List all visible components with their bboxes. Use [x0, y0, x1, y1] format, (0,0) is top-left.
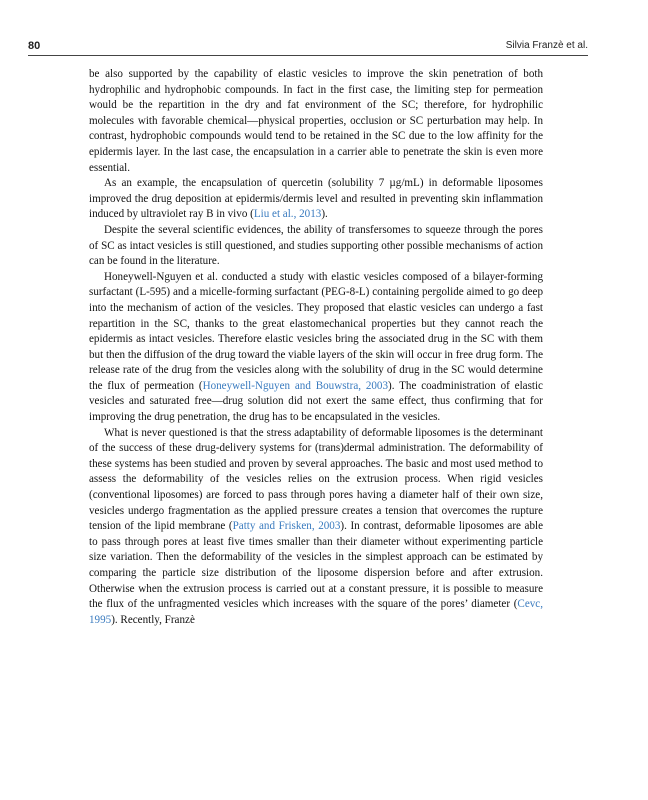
running-head: Silvia Franzè et al. — [505, 40, 588, 51]
text-run: What is never questioned is that the stress adaptability of deformable liposomes is the determinant of the success of these drug-delivery systems for (trans)dermal administration. The deformability of these systems has been studied and proven by several approaches. The basic and most used method to assess the deformability of the vesicles relies on the extrusion process. When rigid vesicles (conventional liposomes) are forced to pass through pores having a diameter half of their own size, vesicles undergo fragmentation as the applied pressure creates a tension that overcomes the rupture tension of the lipid membrane ( — [89, 426, 543, 533]
text-run: be also supported by the capability of elastic vesicles to improve the skin penetration of both hydrophilic and hydrophobic compounds. In fact in the first case, the limiting step for permeation would be the repartition in the dry and fat environment of the SC; therefore, for hydrophilic molecules with favorable chemical—physical properties, occlusion or SC perturbation may help. In contrast, hydrophobic compounds would tend to be retained in the SC due to the low affinity for the epidermis layer. In the last case, the encapsulation in a carrier able to penetrate the skin is even more essential. — [89, 68, 543, 174]
citation-link[interactable]: Patty and Frisken, 2003 — [232, 520, 341, 533]
paragraph — [89, 270, 543, 426]
text-run: As an example, the encapsulation of quercetin (solubility 7 µg/mL) in deformable liposomes improved the drug deposition at epidermis/dermis level and resulted in preventing skin inflammation induced by ultraviolet ray B in vivo ( — [89, 177, 543, 221]
paragraph — [89, 426, 543, 629]
text-run: Despite the several scientific evidences, the ability of transfersomes to squeeze through the pores of SC as intact vesicles is still questioned, and studies supporting other possible mechanisms of action can be found in the literature. — [89, 223, 543, 268]
text-run: ). The coadministration of elastic vesicles and saturated free—drug solution did not exert the same effect, thus confirming that for improving the drug penetration, the drug has to be encapsulated in the vesicles. — [89, 379, 543, 424]
text-run: ). In contrast, deformable liposomes are able to pass through pores at least five times smaller than their diameter without experimenting particle size variation. Then the deformability of the vesicles in the simplest approach can be estimated by comparing the particle size distribution of the liposome dispersion before and after extrusion. Otherwise when the extrusion process is carried out at a constant pressure, it is possible to measure the flux of the unfragmented vesicles which increases with the square of the pores’ diameter ( — [89, 520, 544, 611]
text-run: ). Recently, Franzè — [111, 613, 195, 626]
citation-link[interactable]: Honeywell-Nguyen and Bouwstra, 2003 — [202, 379, 389, 392]
page-number: 80 — [28, 40, 41, 52]
paragraph — [89, 223, 543, 270]
header-rule — [28, 55, 588, 56]
paragraph — [89, 67, 543, 176]
citation-link[interactable]: Cevc, 1995 — [89, 598, 543, 626]
citation-link[interactable]: Liu et al., 2013 — [253, 208, 322, 221]
text-run: ). — [321, 208, 328, 221]
body-text — [89, 67, 543, 628]
paragraph — [89, 176, 543, 223]
text-run: Honeywell-Nguyen et al. conducted a study with elastic vesicles composed of a bilayer-forming surfactant (L-595) and a micelle-forming surfactant (PEG-8-L) containing pergolide aimed to go deep into the mechanism of action of the vesicles. They proposed that elastic vesicles can undergo a fast repartition in the SC, thanks to the great elastomechanical properties but they cannot reach the epidermis as intact vesicles. Therefore elastic vesicles bring the associated drug in the SC with them but then the diffusion of the drug toward the viable layers of the skin will occur in free drug form. The release rate of the drug from the vesicles along with the solubility of drug in the SC would determine the flux of permeation ( — [89, 270, 544, 392]
page-header — [28, 38, 588, 54]
